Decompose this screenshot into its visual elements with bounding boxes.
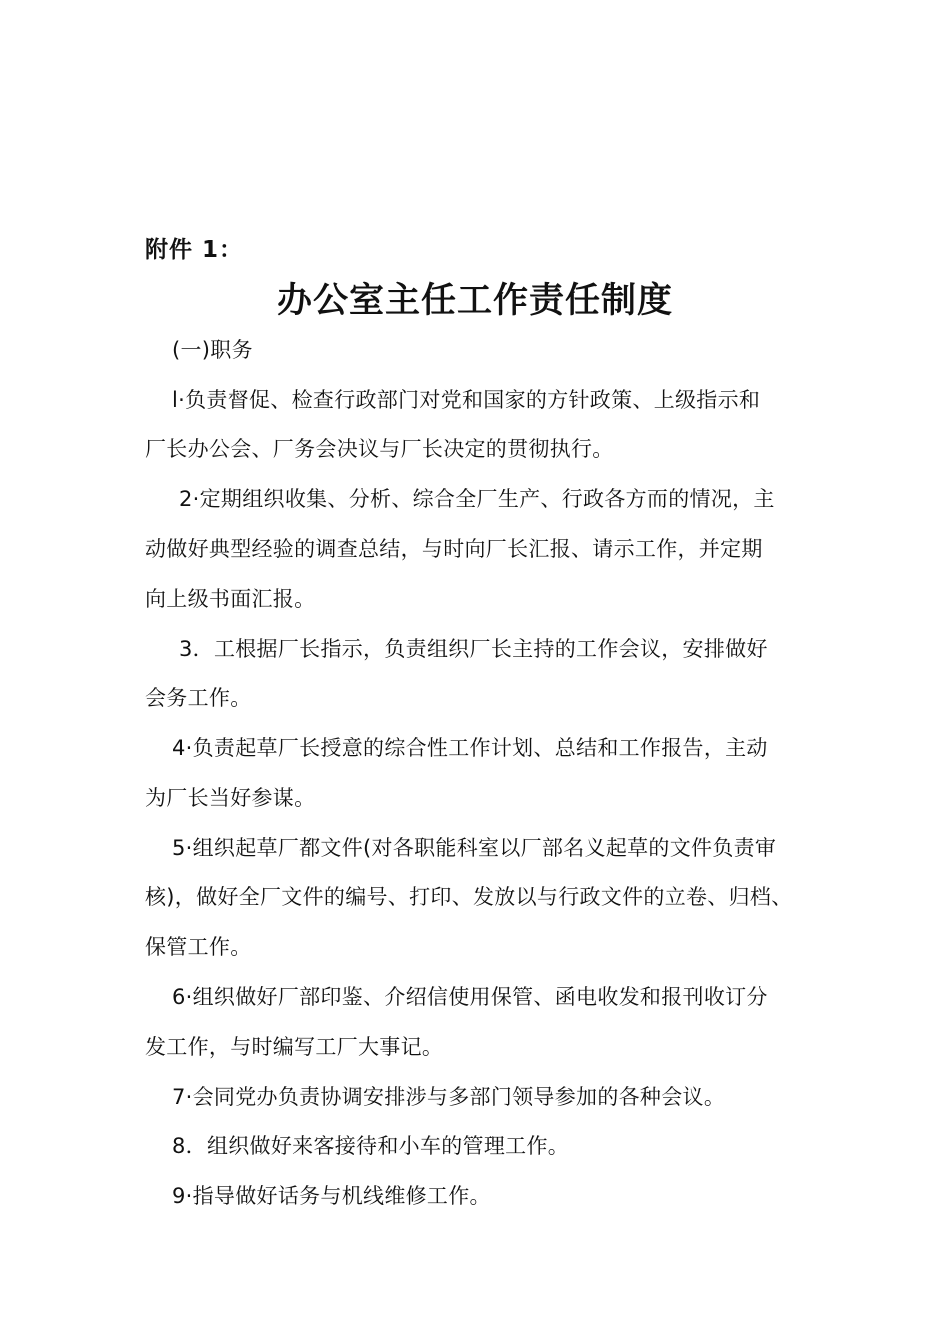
attachment-label: 附件 1： xyxy=(145,237,244,263)
paragraph-line: l·负责督促、检查行政部门对党和国家的方针政策、上级指示和 xyxy=(172,388,761,412)
paragraph-line: 向上级书面汇报。 xyxy=(145,587,316,611)
paragraph-line: 9·指导做好话务与机线维修工作。 xyxy=(172,1184,491,1208)
paragraph-line: 为厂长当好参谋。 xyxy=(145,786,316,810)
paragraph-line: 保管工作。 xyxy=(145,935,252,959)
paragraph-line: 动做好典型经验的调查总结，与时向厂长汇报、请示工作，并定期 xyxy=(145,537,763,561)
paragraph-line: 2·定期组织收集、分析、综合全厂生产、行政各方而的情况，主 xyxy=(179,487,775,511)
paragraph-line: 4·负责起草厂长授意的综合性工作计划、总结和工作报告，主动 xyxy=(172,736,768,760)
paragraph-line: 3．工根据厂长指示，负责组织厂长主持的工作会议，安排做好 xyxy=(179,637,768,661)
section-heading: (一)职务 xyxy=(172,338,253,362)
paragraph-line: 8．组织做好来客接待和小车的管理工作。 xyxy=(172,1134,570,1158)
paragraph-line: 6·组织做好厂部印鉴、介绍信使用保管、函电收发和报刊收订分 xyxy=(172,985,768,1009)
document-title: 办公室主任工作责任制度 xyxy=(276,281,673,321)
paragraph-line: 会务工作。 xyxy=(145,686,252,710)
paragraph-line: 厂长办公会、厂务会决议与厂长决定的贯彻执行。 xyxy=(145,437,614,461)
paragraph-line: 5·组织起草厂都文件(对各职能科室以厂部名义起草的文件负责审 xyxy=(172,836,777,860)
paragraph-line: 发工作，与时编写工厂大事记。 xyxy=(145,1035,444,1059)
paragraph-line: 核)，做好全厂文件的编号、打印、发放以与行政文件的立卷、归档、 xyxy=(145,885,793,909)
paragraph-line: 7·会同党办负责协调安排涉与多部门领导参加的各种会议。 xyxy=(172,1085,726,1109)
